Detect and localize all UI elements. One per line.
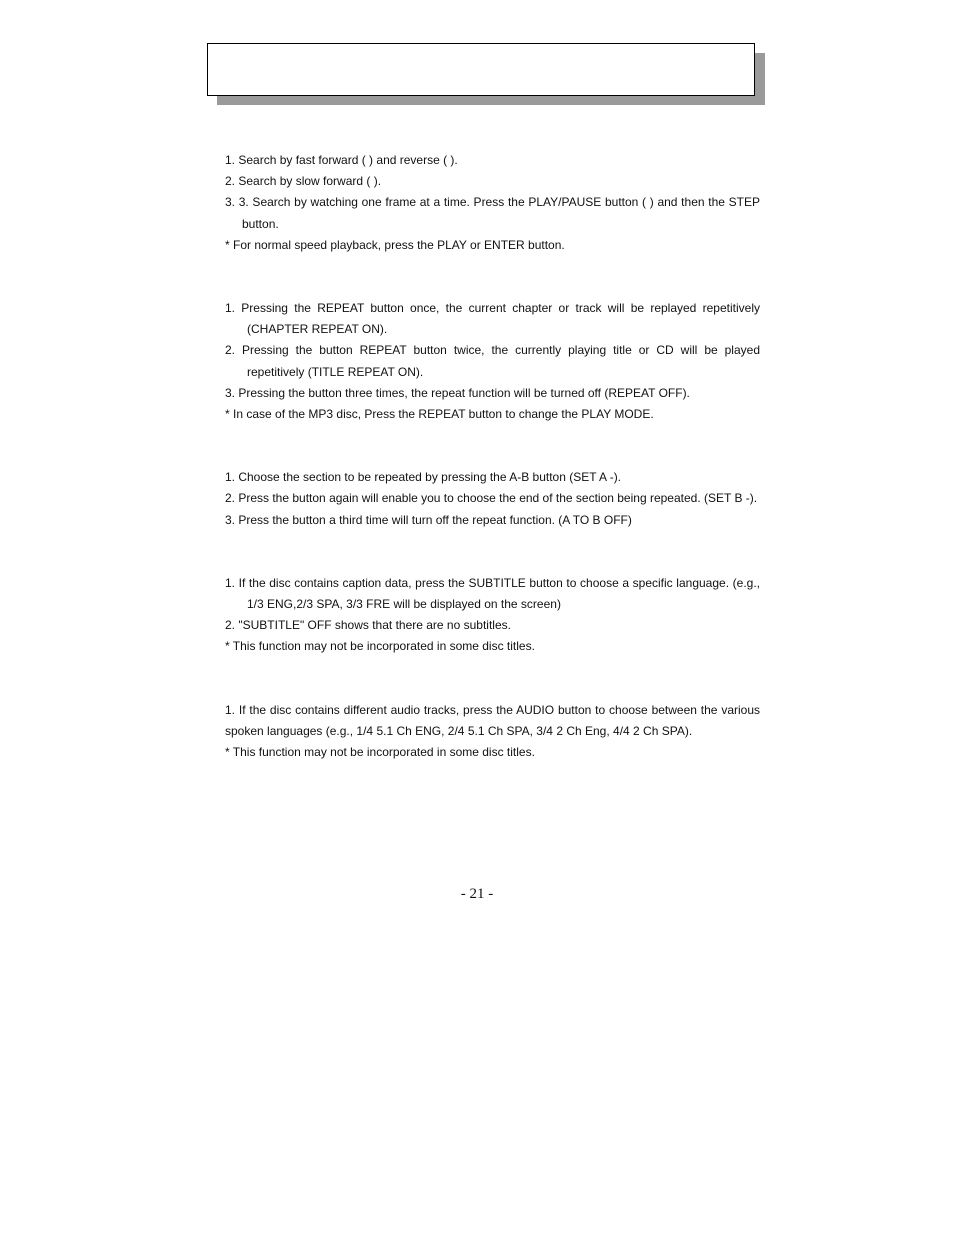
list-item: 1. If the disc contains caption data, press the SUBTITLE button to choose a specific language. (e.g., 1/3 ENG,2/3 SPA, 3/3 FRE will be displayed on the screen) [225,575,760,612]
list-item: 1. Search by fast forward ( ) and reverse ( ). [225,153,458,167]
list-item: 3. Pressing the button three times, the repeat function will be turned off (REPEAT OFF). [225,385,690,400]
page-content [225,150,760,763]
list-item: 2. Pressing the button REPEAT button twice, the currently playing title or CD will be played repetitively (TITLE REPEAT ON). [225,343,760,379]
header-box [207,43,755,96]
list-item: 3. 3. Search by watching one frame at a time. Press the PLAY/PAUSE button ( ) and then the STEP button. [225,195,760,231]
list-item: 1. Choose the section to be repeated by pressing the A-B button (SET A -). [225,470,622,485]
section-gap [225,658,760,700]
list-item: 1. If the disc contains different audio tracks, press the AUDIO button to choose between the various spoken languages (e.g., 1/4 5.1 Ch ENG, 2/4 5.1 Ch SPA, 3/4 2 Ch Eng, 4/4 2 Ch SPA). [225,702,760,738]
section-search [225,150,760,256]
section-a-b-repeat [225,467,760,531]
page-number: - 21 - [460,886,494,902]
section-subtitle [225,573,760,658]
note-text: * This function may not be incorporated in some disc titles. [225,639,535,654]
list-item: 2. "SUBTITLE" OFF shows that there are no subtitles. [225,618,511,633]
list-item: 2. Search by slow forward ( ). [225,174,382,189]
section-gap [225,425,760,467]
section-gap [225,531,760,573]
note-text: * This function may not be incorporated in some disc titles. [225,745,535,760]
list-item: 2. Press the button again will enable you to choose the end of the section being repeated. (SET B -). [225,491,758,506]
section-repeat [225,298,760,425]
section-gap [225,256,760,298]
note-text: * For normal speed playback, press the PLAY or ENTER button. [225,237,565,252]
list-item: 1. Pressing the REPEAT button once, the current chapter or track will be replayed repetitively (CHAPTER REPEAT ON). [225,301,760,337]
note-text: * In case of the MP3 disc, Press the REPEAT button to change the PLAY MODE. [225,407,654,422]
list-item: 3. Press the button a third time will turn off the repeat function. (A TO B OFF) [225,512,632,527]
section-audio [225,700,760,764]
